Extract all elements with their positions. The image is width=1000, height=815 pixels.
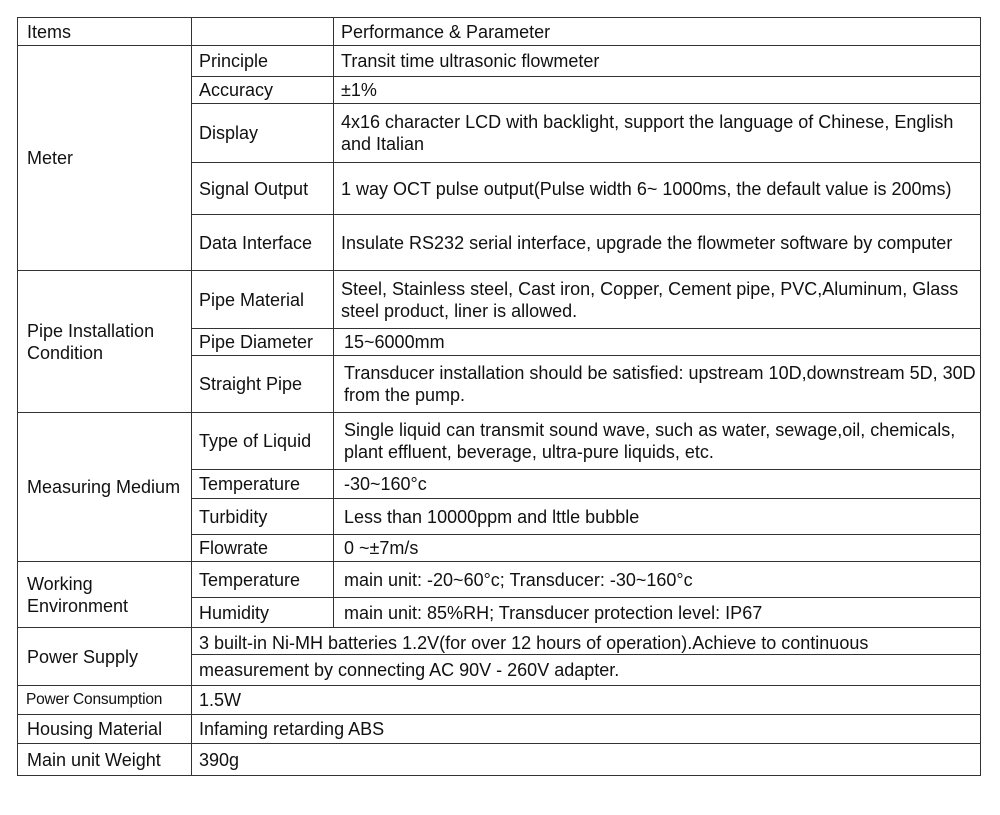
table-row — [18, 46, 981, 77]
power-supply-line-1: 3 built-in Ni-MH batteries 1.2V(for over 12 hours of operation).Achieve to continuous — [192, 632, 980, 655]
param-label: Temperature — [192, 562, 334, 598]
param-label: Straight Pipe — [192, 356, 334, 413]
param-label: Signal Output — [192, 163, 334, 215]
header-performance: Performance & Parameter — [334, 18, 981, 46]
param-value: ±1% — [334, 77, 981, 104]
param-label: Humidity — [192, 598, 334, 628]
param-label: Accuracy — [192, 77, 334, 104]
power-supply-line-2: measurement by connecting AC 90V - 260V adapter. — [199, 660, 620, 680]
param-value: Steel, Stainless steel, Cast iron, Copper, Cement pipe, PVC,Aluminum, Glass steel product, liner is allowed. — [334, 271, 981, 329]
power-consumption-value: 1.5W — [192, 686, 981, 715]
group-environment: Working Environment — [18, 562, 192, 628]
table-row — [18, 686, 981, 715]
header-sub — [192, 18, 334, 46]
param-label: Temperature — [192, 470, 334, 499]
param-label: Pipe Material — [192, 271, 334, 329]
param-label: Data Interface — [192, 215, 334, 271]
param-label: Type of Liquid — [192, 413, 334, 470]
spec-table — [17, 17, 981, 776]
param-value: -30~160°c — [334, 470, 981, 499]
param-value: 1 way OCT pulse output(Pulse width 6~ 1000ms, the default value is 200ms) — [334, 163, 981, 215]
housing-value: Infaming retarding ABS — [192, 715, 981, 744]
param-label: Pipe Diameter — [192, 329, 334, 356]
table-row — [18, 413, 981, 470]
param-label: Principle — [192, 46, 334, 77]
param-value: Single liquid can transmit sound wave, such as water, sewage,oil, chemicals, plant effluent, beverage, ultra-pure liquids, etc. — [334, 413, 981, 470]
param-value: Less than 10000ppm and lttle bubble — [334, 499, 981, 535]
power-consumption-label: Power Consumption — [18, 686, 192, 715]
param-value: main unit: -20~60°c; Transducer: -30~160°c — [334, 562, 981, 598]
weight-value: 390g — [192, 744, 981, 776]
param-value: Insulate RS232 serial interface, upgrade the flowmeter software by computer — [334, 215, 981, 271]
param-value: Transit time ultrasonic flowmeter — [334, 46, 981, 77]
table-row — [18, 628, 981, 686]
group-pipe: Pipe Installation Condition — [18, 271, 192, 413]
table-row — [18, 271, 981, 329]
power-supply-value — [192, 628, 981, 686]
table-row — [18, 744, 981, 776]
header-items: Items — [18, 18, 192, 46]
table-row — [18, 562, 981, 598]
param-label: Flowrate — [192, 535, 334, 562]
housing-label: Housing Material — [18, 715, 192, 744]
param-value: 15~6000mm — [334, 329, 981, 356]
group-meter: Meter — [18, 46, 192, 271]
group-medium: Measuring Medium — [18, 413, 192, 562]
param-value: Transducer installation should be satisfied: upstream 10D,downstream 5D, 30D from the pump. — [334, 356, 981, 413]
param-label: Display — [192, 104, 334, 163]
power-supply-label: Power Supply — [18, 628, 192, 686]
param-label: Turbidity — [192, 499, 334, 535]
header-row — [18, 18, 981, 46]
param-value: 0 ~±7m/s — [334, 535, 981, 562]
param-value: main unit: 85%RH; Transducer protection level: IP67 — [334, 598, 981, 628]
weight-label: Main unit Weight — [18, 744, 192, 776]
param-value: 4x16 character LCD with backlight, support the language of Chinese, English and Italian — [334, 104, 981, 163]
table-row — [18, 715, 981, 744]
